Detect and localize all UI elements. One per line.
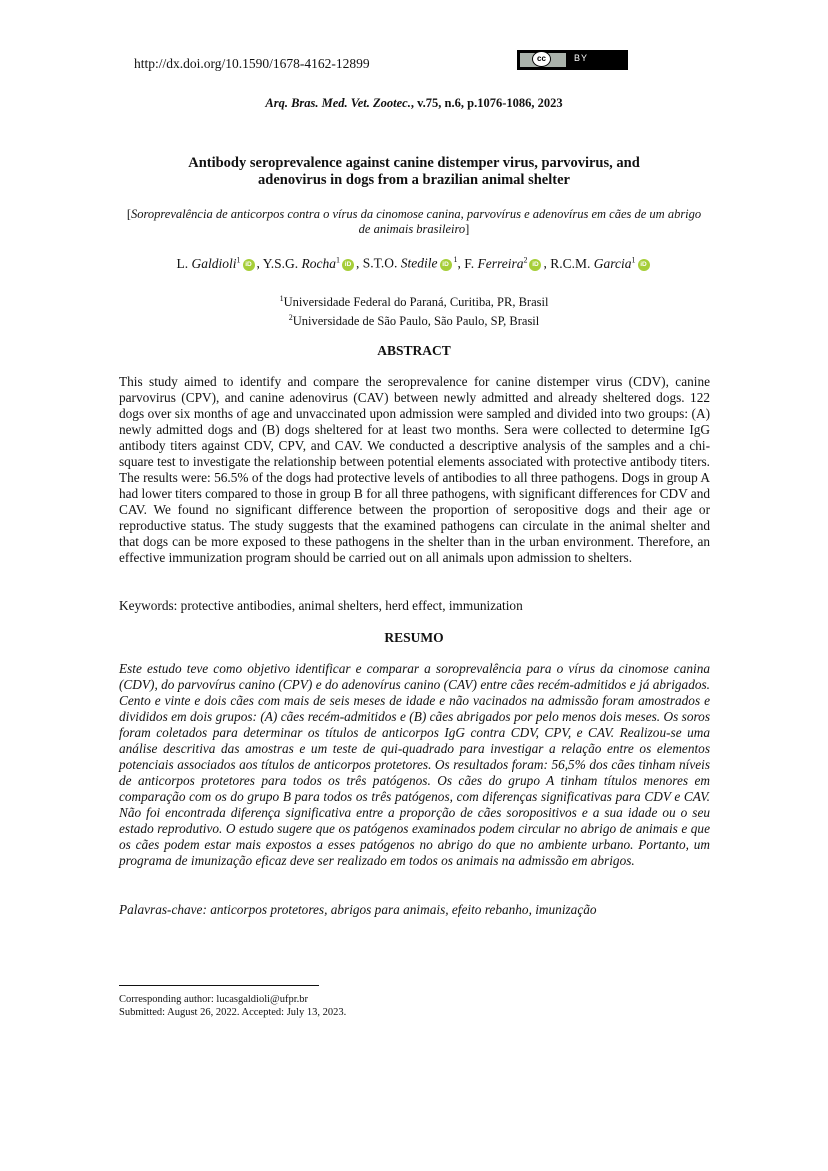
abstract-text: This study aimed to identify and compare the seroprevalence for canine distemper virus (CDV), canine parvovirus (CPV), and canine adenovirus (CAV) between newly admitted and already sheltered dogs. 122 dogs over six months of age and unvaccinated upon admission were sampled and divided into two groups: (A) newly admitted dogs and (B) dogs sheltered for at least two months. Sera were collected to determine IgG antibody titers against CDV, CPV, and CAV. We conducted a descriptive analysis of the samples and a chi-square test to investigate the relationship between potential elements associated with protective antibody titers. The results were: 56.5% of the dogs had protective levels of antibodies to all three pathogens. Dogs in group A had lower titers compared to those in group B for all three pathogens, with significant differences for CDV and CAV. We found no significant difference between the proportion of seropositive dogs and their age or reproductive status. The study suggests that the examined pathogens can circulate in the animal shelter and that dogs can be more exposed to these pathogens in the shelter than in the urban environment. Therefore, an effective immunization program should be carried out on all animals upon admission to shelters. [119, 374, 710, 565]
title-line-1: Antibody seroprevalence against canine distemper virus, parvovirus, and [188, 155, 640, 171]
author-2: Y.S.G. Rocha$^1$ [262, 255, 341, 271]
cc-icon: cc [532, 51, 551, 67]
by-label: BY [574, 53, 589, 63]
submission-dates: Submitted: August 26, 2022. Accepted: July 13, 2023. [119, 1007, 347, 1018]
orcid-icon[interactable]: iD [243, 259, 255, 271]
corresponding-author: Corresponding author: lucasgaldioli@ufpr.br [119, 994, 309, 1005]
orcid-icon[interactable]: iD [529, 259, 541, 271]
resumo-text: Este estudo teve como objetivo identificar e comparar a soroprevalência para o vírus da cinomose canina (CDV), do parvovírus canino (CPV) e do adenovírus canino (CAV) entre cães recém-admitidos e já abrigados. Cento e vinte e dois cães com mais de seis meses de idade e não vacinados na admissão foram amostrados e divididos em dois grupos: (A) cães recém-admitidos e (B) cães abrigados por pelo menos dois meses. Os soros foram coletados para determinar os títulos de anticorpos IgG contra CDV, CPV, e CAV. Realizou-se uma análise descritiva das amostras e um teste de qui-quadrado para investigar a relação entre os elementos potenciais associados aos títulos de anticorpos protetores. Os resultados foram: 56,5% dos cães tinham níveis de anticorpos protetores para todos os três patógenos. Os cães do grupo A tinham títulos menores em comparação com os do grupo B para todos os três patógenos, com diferenças significativas para CDV e CAV. Não foi encontrada diferença significativa entre a proporção de cães soropositivos e a sua idade ou o seu estado reprodutivo. O estudo sugere que os patógenos examinados podem circular no abrigo de animais e que os cães podem estar mais expostos a esses patógenos no abrigo do que no ambiente urbano. Portanto, um programa de imunização eficaz deve ser realizado em todos os animais na admissão em abrigos. [119, 661, 710, 868]
translated-title: [Soroprevalência de anticorpos contra o vírus da cinomose canina, parvovírus e adenovírus em cães de um abrigo de animais brasileiro] [126, 207, 702, 236]
author-1: L. Galdioli$^1$ [176, 255, 241, 271]
author-3-affil: 1 [453, 255, 458, 264]
keywords: Keywords: protective antibodies, animal shelters, herd effect, immunization [119, 598, 523, 613]
orcid-icon[interactable]: iD [342, 259, 354, 271]
affiliation-2: $^2$Universidade de São Paulo, São Paulo, SP, Brasil [288, 313, 540, 329]
author-5: R.C.M. Garcia$^1$ [550, 255, 636, 271]
orcid-icon[interactable]: iD [440, 259, 452, 271]
footnote-divider [119, 985, 319, 986]
palavras-chave: Palavras-chave: anticorpos protetores, abrigos para animais, efeito rebanho, imunização [119, 902, 597, 917]
paper-title [100, 155, 728, 189]
affiliations [0, 291, 828, 329]
affiliation-1: $^1$Universidade Federal do Paraná, Curitiba, PR, Brasil [279, 294, 549, 310]
footnotes [119, 993, 346, 1019]
author-list: L. Galdioli$^1$ iD , Y.S.G. Rocha$^1$ iD , S.T.O. Stedile iD $^1$, F. Ferreira$^2$ iD , R.C.M. Garcia$^1$ iD [0, 255, 828, 272]
journal-name: Arq. Bras. Med. Vet. Zootec. [265, 96, 411, 110]
author-3: S.T.O. Stedile [362, 255, 438, 271]
orcid-icon[interactable]: iD [638, 259, 650, 271]
translated-title-text: Soroprevalência de anticorpos contra o vírus da cinomose canina, parvovírus e adenovírus em cães de um abrigo de animais brasileiro [131, 207, 702, 236]
journal-volume-pages: , v.75, n.6, p.1076-1086, 2023 [410, 96, 563, 110]
resumo-heading: RESUMO [384, 630, 444, 645]
doi-link[interactable]: http://dx.doi.org/10.1590/1678-4162-12899 [134, 56, 370, 71]
title-line-2: adenovirus in dogs from a brazilian animal shelter [258, 172, 570, 188]
journal-citation [0, 96, 828, 111]
author-4: F. Ferreira$^2$ [464, 255, 528, 271]
abstract-heading: ABSTRACT [377, 343, 451, 358]
cc-by-license-badge[interactable] [517, 50, 628, 70]
